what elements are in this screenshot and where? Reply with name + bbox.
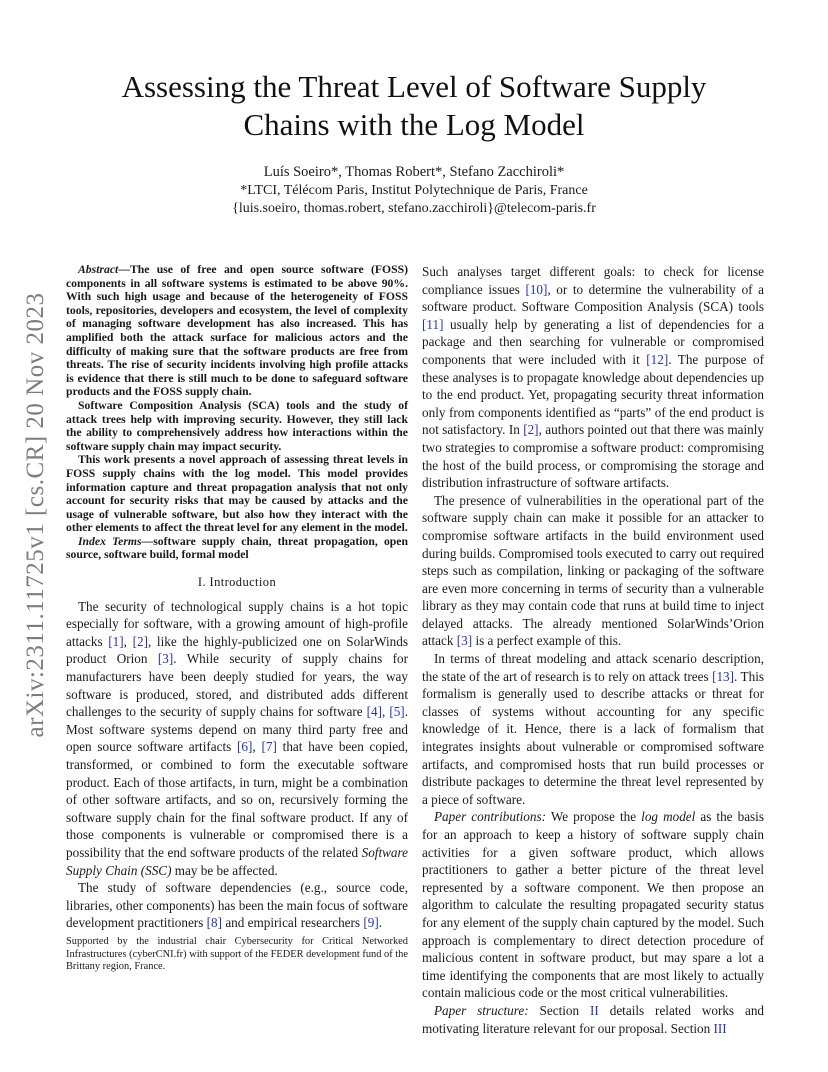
text: The security of technological supply chains is a hot topic especially for software, with a growing amount of high-profile attacks [66, 598, 408, 649]
text: Such analyses target different goals: to check for license compliance issues [422, 264, 764, 297]
citation-link[interactable]: [2] [132, 633, 148, 649]
text: that have been copied, transformed, or combined to form the executable software product. Each of those artifacts, in turn, might be a combination of other software artifacts, and so on, recursively forming the software supply chain for the final software product. If any of those components is vulnerable or compromised there is a possibility that the end software products of the related [66, 739, 409, 860]
section-link[interactable]: III [713, 1020, 727, 1036]
index-terms [66, 535, 408, 562]
citation-link[interactable]: [5] [389, 704, 405, 720]
text: The study of software dependencies (e.g., source code, libraries, other components) has been the main focus of software development practitioners [66, 880, 408, 931]
title-line-2: Chains with the Log Model [243, 107, 585, 142]
title-line-1: Assessing the Threat Level of Software Supply [121, 69, 707, 104]
right-paragraph-3 [422, 650, 764, 808]
paragraph-label: Paper structure: [434, 1002, 529, 1018]
text: , or to determine the vulnerability of a software product. Software Composition Analysis (SCA) tools [422, 281, 764, 315]
citation-link[interactable]: [9] [363, 915, 379, 931]
italic-term: Software Supply Chain (SSC) [66, 844, 408, 878]
citation-link[interactable]: [10] [525, 281, 548, 297]
abstract-label: Abstract [78, 263, 119, 276]
affiliation: *LTCI, Télécom Paris, Institut Polytechnique de Paris, France [240, 183, 588, 198]
text: We propose the [546, 809, 642, 825]
text: may be be affected. [171, 862, 278, 878]
intro-paragraph-1 [66, 598, 408, 880]
citation-link[interactable]: [11] [422, 316, 444, 332]
text: , like the highly-publicized one on SolarWinds product Orion [66, 633, 408, 667]
citation-link[interactable]: [4] [366, 704, 382, 720]
right-paragraph-1 [422, 263, 764, 492]
text: , [381, 704, 390, 720]
right-paragraph-2 [422, 492, 764, 650]
citation-link[interactable]: [6] [237, 739, 253, 755]
abstract-paragraph-1 [66, 263, 408, 399]
citation-link[interactable]: [3] [157, 651, 174, 667]
citation-link[interactable]: [2] [523, 422, 539, 438]
text: is a perfect example of this. [472, 633, 622, 649]
index-terms-text: —software supply chain, threat propagation, open source, software build, formal model [66, 534, 408, 562]
section-link[interactable]: II [590, 1002, 599, 1018]
text: as the basis for an approach to keep a history of software supply chain activities for a given software product, which allows practitioners to gather a better picture of the threat level represented by a software component. We then propose an algorithm to calculate the resulting propagated security status for any element of the supply chain captured by the model. Such approach is complementary to direct detection procedure of malicious content in software product, but may spare a lot a time identifying the components that are most likely to actually contain malicious code or the most critical vulnerabilities. [422, 809, 764, 1001]
text: usually help by generating a list of dependencies for a package and then searching for vulnerable or compromised components that were included with it [422, 316, 764, 367]
citation-link[interactable]: [12] [646, 351, 669, 367]
text: The presence of vulnerabilities in the operational part of the software supply chain can make it possible for an attacker to compromise software artifacts in the build environment used during builds. Compromised tools executed to carry out required steps such as compilation, linking or packaging of the software are even more concerning in terms of security than a vulnerable library as they may contain code that runs at build time to inject delayed attacks. The already mentioned SolarWinds’Orion attack [422, 492, 764, 649]
text: . The purpose of these analyses is to propagate knowledge about dependencies up to the end product. Yet, propagating security threat information only from components identified as “parts” of the end product is not satisfactory. In [422, 351, 764, 438]
text: . Most software systems depend on many third party free and open source software artifacts [66, 704, 408, 755]
abstract-text-1: —The use of free and open source software (FOSS) components in all software systems is estimated to be above 90%. With such high usage and because of the heterogeneity of FOSS tools, repositories, developers and ecosystem, the level of complexity of managing software development has also increased. This has amplified both the attack surface for malicious actors and the difficulty of making sure that the software products are free from threats. The rise of security incidents involving high profile attacks is evidence that there is still much to be done to safeguard software products and the FOSS supply chain. [66, 263, 408, 399]
citation-link[interactable]: [1] [108, 633, 124, 649]
arxiv-sidebar-stamp [14, 270, 58, 760]
abstract-paragraph-3: This work presents a novel approach of assessing threat levels in FOSS supply chains with the log model. This model provides information capture and threat propagation analysis that not only account for security risks that may be caused by attacks and the usage of vulnerable software, but also how they interact with the other elements to affect the threat level for any element in the model. [66, 453, 408, 535]
text: , [123, 633, 133, 649]
footnote: Supported by the industrial chair Cybersecurity for Critical Networked Infrastructures (cyberCNI.fr) with support of the FEDER development fund of the Brittany region, France. [66, 936, 408, 973]
text: In terms of threat modeling and attack scenario description, the state of the art of research is to rely on attack trees [422, 651, 764, 684]
text: . This formalism is generally used to describe attacks or threat for classes of systems without accounting for any specific knowledge of it. Hence, there is a lack of formalism that integrates insights about vulnerable or compromised software artifacts, and compromised hosts that run build processes or distribute packages to determine the threat level represented by a piece of software. [422, 668, 764, 807]
text: Section [528, 1002, 591, 1018]
text: details related works and motivating literature relevant for our proposal. Section [422, 1002, 765, 1036]
paper-contributions-paragraph [422, 808, 764, 1002]
citation-link[interactable]: [3] [456, 633, 473, 649]
text: and empirical researchers [222, 915, 364, 931]
paper-structure-paragraph [422, 1002, 764, 1037]
text: . [378, 915, 383, 931]
emails: {luis.soeiro, thomas.robert, stefano.zacchiroli}@telecom-paris.fr [232, 201, 596, 216]
text: . While security of supply chains for manufacturers have been deeply studied for years, the way software is produced, stored, and distributed adds different challenges to the security of supply chains for software [66, 651, 408, 720]
citation-link[interactable]: [7] [261, 739, 277, 755]
paper-title [60, 68, 768, 144]
abstract-paragraph-2: Software Composition Analysis (SCA) tools and the study of attack trees help with improving security. However, they still lack the ability to comprehensively address how interactions within the software supply chain may impact security. [66, 398, 408, 453]
text: , authors pointed out that there was mainly two strategies to compromise a software product: compromising the host of the build process, or compromising the storage and distribution infrastructure of software artifacts. [422, 422, 764, 491]
paragraph-label: Paper contributions: [434, 809, 547, 825]
citation-link[interactable]: [8] [206, 915, 223, 931]
text: , [252, 739, 262, 755]
right-column [422, 263, 764, 1037]
left-column [66, 263, 408, 932]
index-terms-label: Index Terms [78, 534, 142, 548]
section-heading-introduction: I. Introduction [197, 575, 277, 590]
italic-term: log model [641, 809, 696, 825]
intro-paragraph-2 [66, 879, 408, 932]
citation-link[interactable]: [13] [712, 668, 735, 684]
arxiv-id: arXiv:2311.11725v1 [cs.CR] 20 Nov 2023 [22, 292, 49, 738]
authors: Luís Soeiro*, Thomas Robert*, Stefano Zacchiroli* [263, 164, 565, 180]
